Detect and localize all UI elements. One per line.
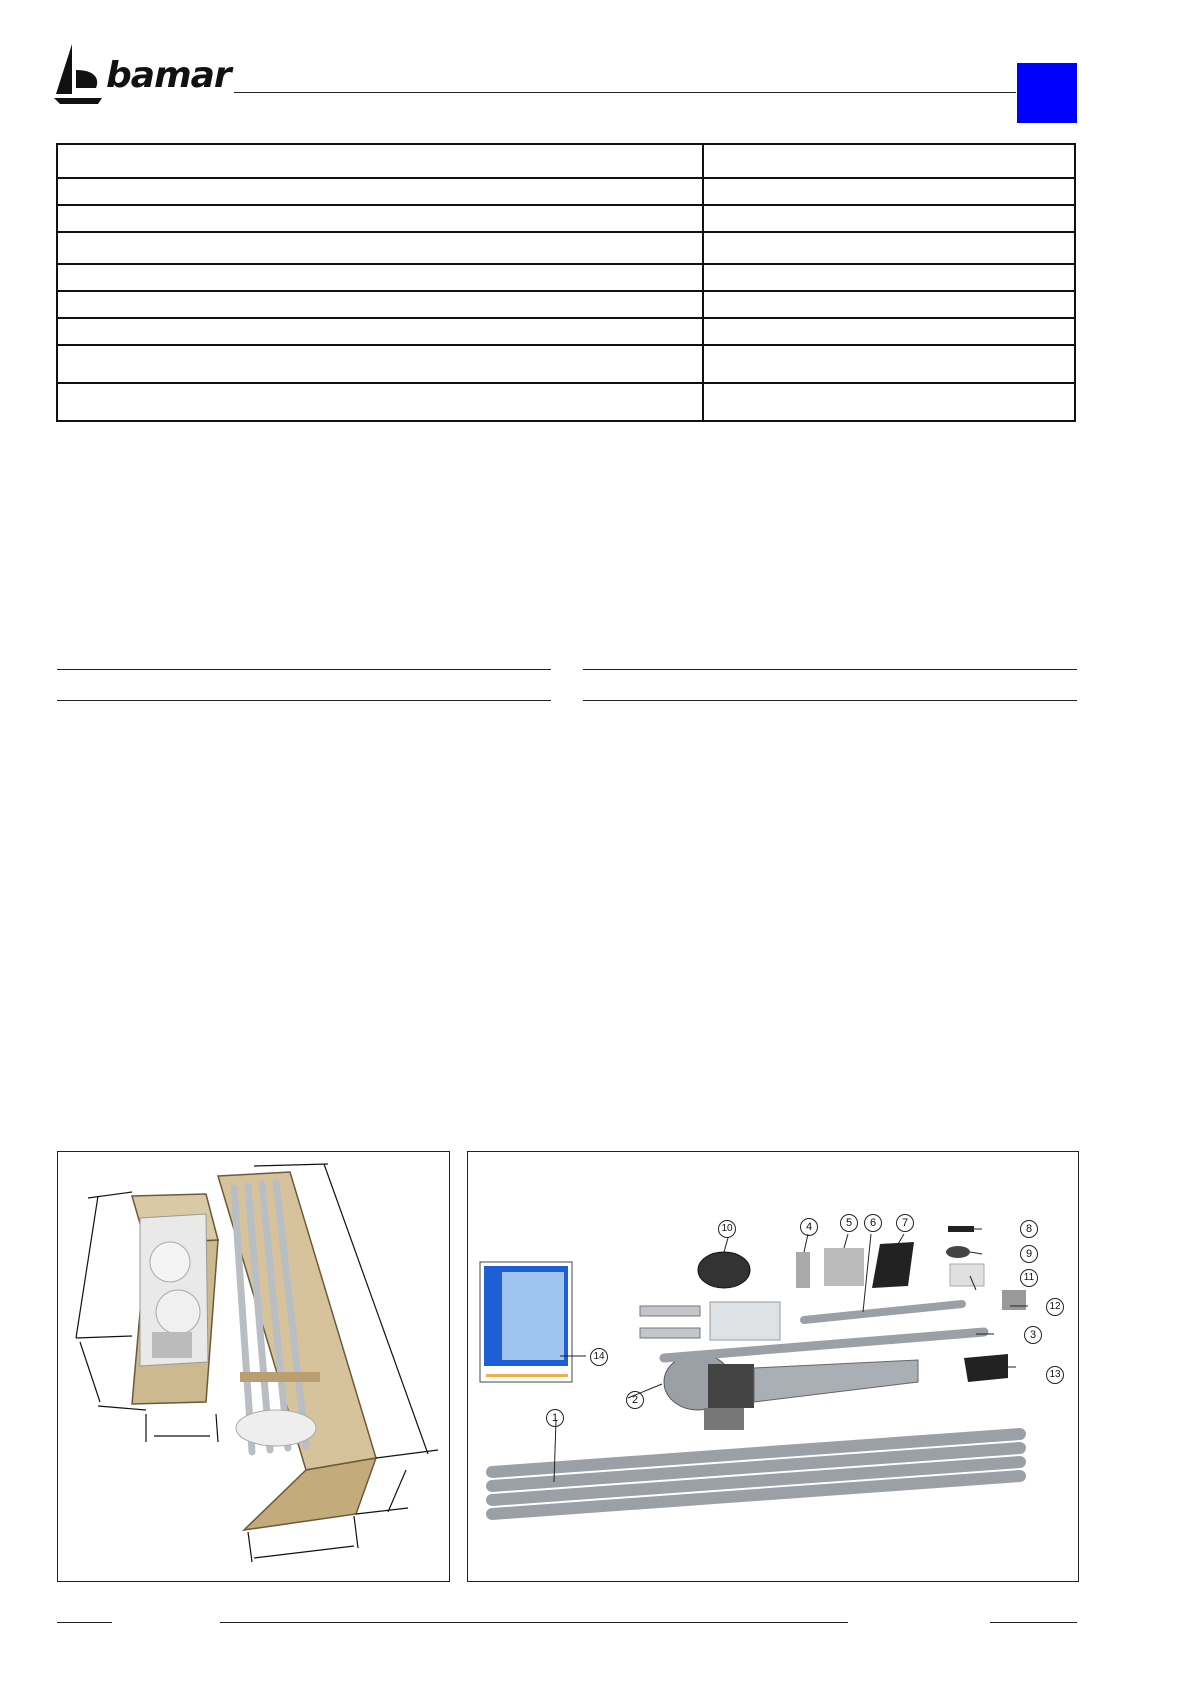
callout-11: 11 [1020,1269,1038,1287]
table-row [57,178,1075,205]
callout-12: 12 [1046,1298,1064,1316]
callout-7: 7 [896,1214,914,1232]
table-cell [57,144,703,178]
table-row [57,383,1075,421]
table-row [57,291,1075,318]
callout-14: 14 [590,1348,608,1366]
callout-2: 2 [626,1391,644,1409]
table-row [57,232,1075,264]
table-cell [703,264,1075,291]
table-cell [57,383,703,421]
parts-illustration [468,1152,1078,1581]
table-cell [57,345,703,383]
brand-logo [54,42,236,106]
table-row [57,144,1075,178]
table-cell [703,345,1075,383]
table-cell [703,178,1075,205]
section-rule-right-top [583,669,1077,670]
footer-rule-right [990,1622,1077,1623]
table-row [57,318,1075,345]
callout-4: 4 [800,1218,818,1236]
crate-photo-panel [57,1151,450,1582]
table-cell [703,232,1075,264]
bamar-sail-logo-icon [54,42,114,106]
footer-rule-center [220,1622,848,1623]
page-tab-icon [1017,63,1077,123]
callout-8: 8 [1020,1220,1038,1238]
callout-13: 13 [1046,1366,1064,1384]
table-cell [57,318,703,345]
table-row [57,264,1075,291]
callout-1: 1 [546,1409,564,1427]
table-cell [57,178,703,205]
callout-6: 6 [864,1214,882,1232]
table-cell [57,291,703,318]
table-row [57,205,1075,232]
footer-rule-left [57,1622,112,1623]
section-rule-left-top [57,669,551,670]
table-row [57,345,1075,383]
table-cell [57,232,703,264]
table-cell [703,383,1075,421]
callout-10: 10 [718,1220,736,1238]
table-cell [703,144,1075,178]
callout-3: 3 [1024,1326,1042,1344]
table-cell [57,264,703,291]
table-cell [703,205,1075,232]
section-rule-right-bottom [583,700,1077,701]
crate-illustration [58,1152,449,1581]
section-rule-left-bottom [57,700,551,701]
spec-table [56,143,1076,422]
parts-diagram-panel [467,1151,1079,1582]
callout-9: 9 [1020,1245,1038,1263]
table-cell [703,291,1075,318]
table-cell [57,205,703,232]
callout-5: 5 [840,1214,858,1232]
brand-wordmark: bamar [106,55,231,96]
table-cell [703,318,1075,345]
header-rule [234,92,1016,93]
